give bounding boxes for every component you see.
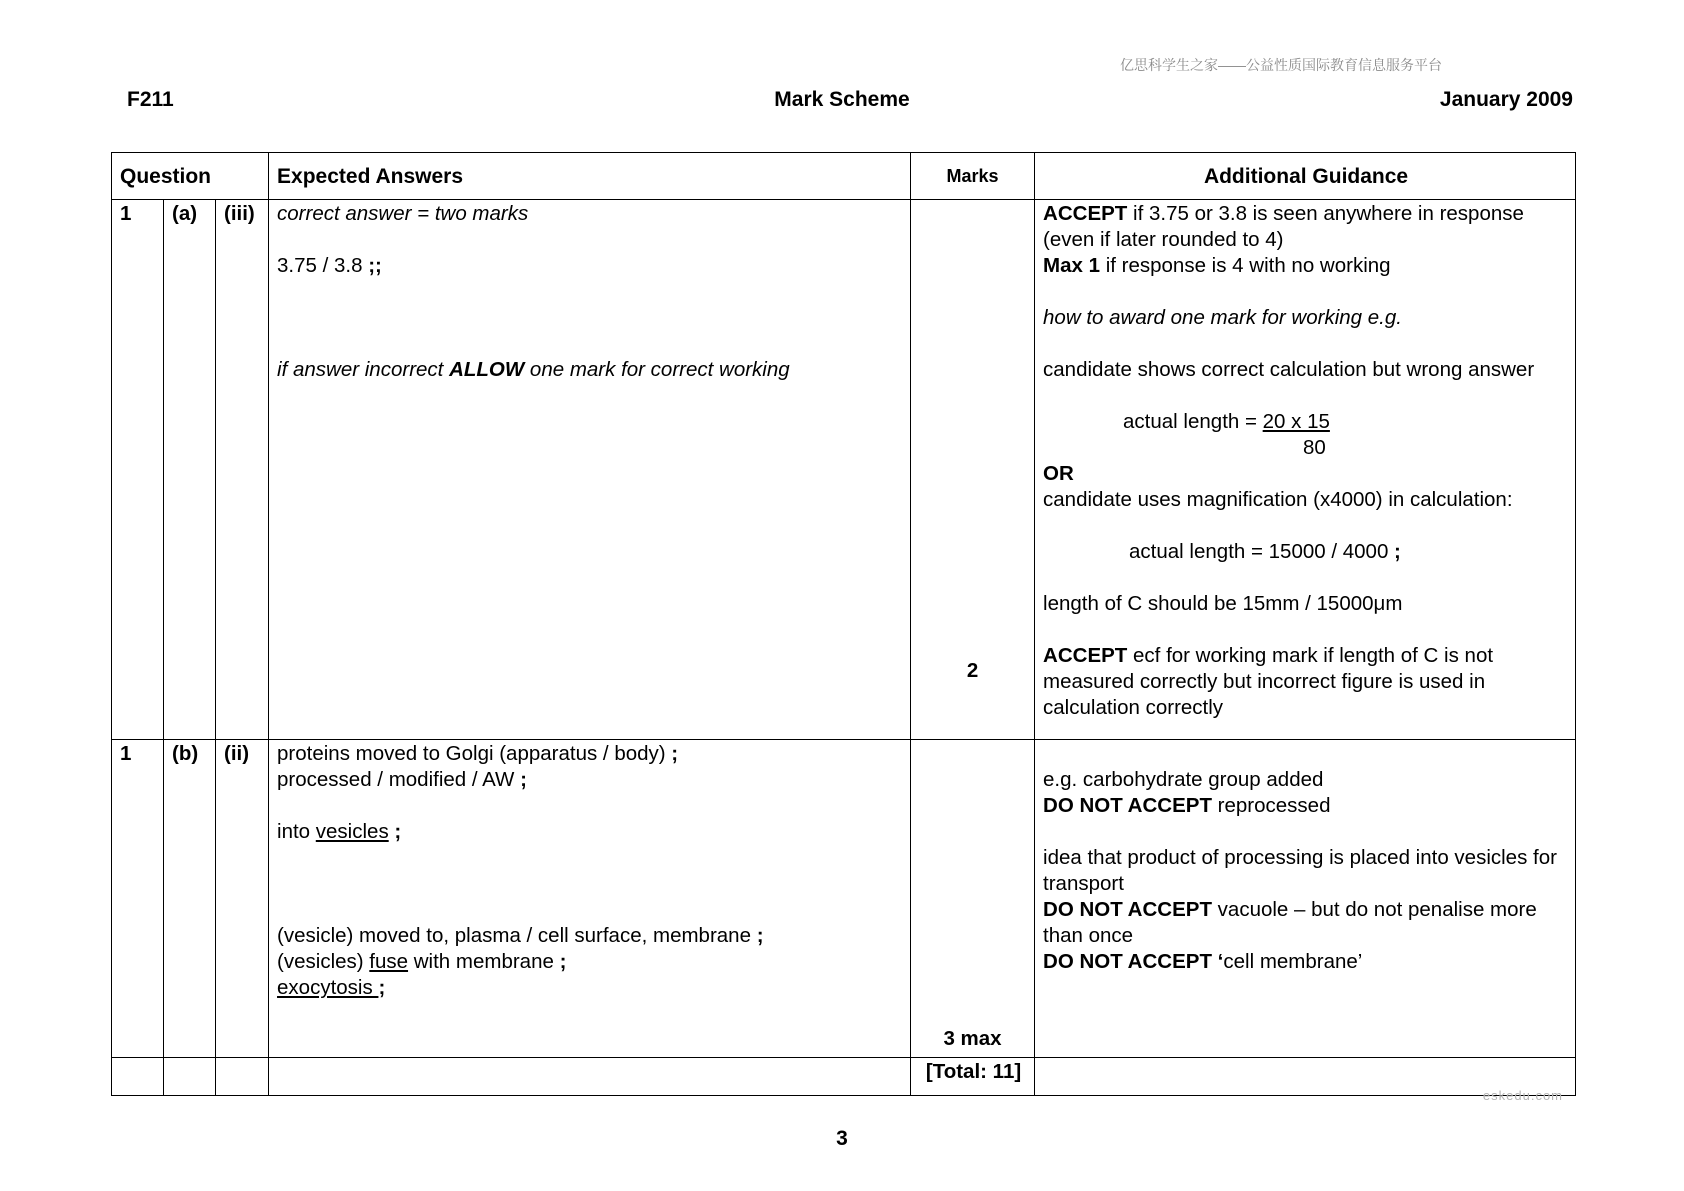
column-header-expected-answers: Expected Answers: [269, 153, 911, 200]
table-row: [112, 200, 1576, 740]
exam-date: January 2009: [1439, 88, 1573, 111]
guidance-line: e.g. carbohydrate group added: [1043, 768, 1324, 791]
guidance-cell: [1035, 200, 1576, 740]
guidance-length: length of C should be 15mm / 15000μm: [1043, 592, 1403, 615]
marks-value: 3 max: [943, 1027, 1002, 1050]
question-part: (b): [164, 740, 216, 1058]
answer-line: exocytosis ;: [277, 976, 386, 999]
question-subpart: (iii): [216, 200, 269, 740]
table-row: [112, 740, 1576, 1058]
answer-line: proteins moved to Golgi (apparatus / body) ;: [277, 742, 679, 765]
question-part: (a): [164, 200, 216, 740]
guidance-max: Max 1 if response is 4 with no working: [1043, 254, 1391, 277]
corner-watermark: eskedu.com: [1482, 1088, 1563, 1103]
answer-intro: correct answer = two marks: [277, 202, 529, 225]
guidance-line: DO NOT ACCEPT vacuole – but do not penalise more than once: [1043, 898, 1537, 947]
guidance-line: DO NOT ACCEPT reprocessed: [1043, 794, 1331, 817]
marks-cell: [911, 740, 1035, 1058]
expected-answer-cell: [269, 740, 911, 1058]
question-number: 1: [112, 200, 164, 740]
answer-line: (vesicle) moved to, plasma / cell surface, membrane ;: [277, 924, 764, 947]
paper-code: F211: [127, 88, 174, 111]
mark-scheme-table: [111, 152, 1576, 1096]
guidance-candidate-2: candidate uses magnification (x4000) in calculation:: [1043, 488, 1513, 511]
guidance-candidate-1: candidate shows correct calculation but wrong answer: [1043, 358, 1535, 381]
page-number: 3: [836, 1127, 848, 1150]
answer-line: (vesicles) fuse with membrane ;: [277, 950, 567, 973]
guidance-line: idea that product of processing is placed into vesicles for transport: [1043, 846, 1557, 895]
question-number: 1: [112, 740, 164, 1058]
answer-line: processed / modified / AW ;: [277, 768, 527, 791]
calculation-2: actual length = 15000 / 4000 ;: [1129, 540, 1401, 563]
header-watermark: 亿思科学生之家——公益性质国际教育信息服务平台: [1120, 57, 1442, 73]
table-header-row: [112, 153, 1576, 200]
column-header-question: Question: [112, 153, 269, 200]
answer-line: into vesicles ;: [277, 820, 402, 843]
calculation-1-denominator: 80: [1303, 436, 1326, 459]
page-title: Mark Scheme: [774, 88, 910, 111]
guidance-how: how to award one mark for working e.g.: [1043, 306, 1402, 329]
guidance-accept-ecf: ACCEPT ecf for working mark if length of C is not measured correctly but incorrect figure is used in calculation correctly: [1043, 644, 1494, 719]
calculation-1: actual length = 20 x 15: [1123, 410, 1330, 433]
answer-value: 3.75 / 3.8 ;;: [277, 254, 382, 277]
guidance-cell: [1035, 740, 1576, 1058]
marks-cell: [911, 200, 1035, 740]
table-row-total: [112, 1058, 1576, 1096]
expected-answer-cell: [269, 200, 911, 740]
guidance-line: DO NOT ACCEPT ‘cell membrane’: [1043, 950, 1363, 973]
guidance-or: OR: [1043, 462, 1074, 485]
total-marks: [Total: 11]: [911, 1058, 1035, 1096]
working-instruction: if answer incorrect ALLOW one mark for correct working: [277, 358, 790, 381]
guidance-accept: ACCEPT if 3.75 or 3.8 is seen anywhere in response (even if later rounded to 4): [1043, 202, 1524, 251]
question-subpart: (ii): [216, 740, 269, 1058]
column-header-marks: Marks: [911, 153, 1035, 200]
column-header-guidance: Additional Guidance: [1035, 153, 1576, 200]
marks-value: 2: [966, 659, 979, 682]
